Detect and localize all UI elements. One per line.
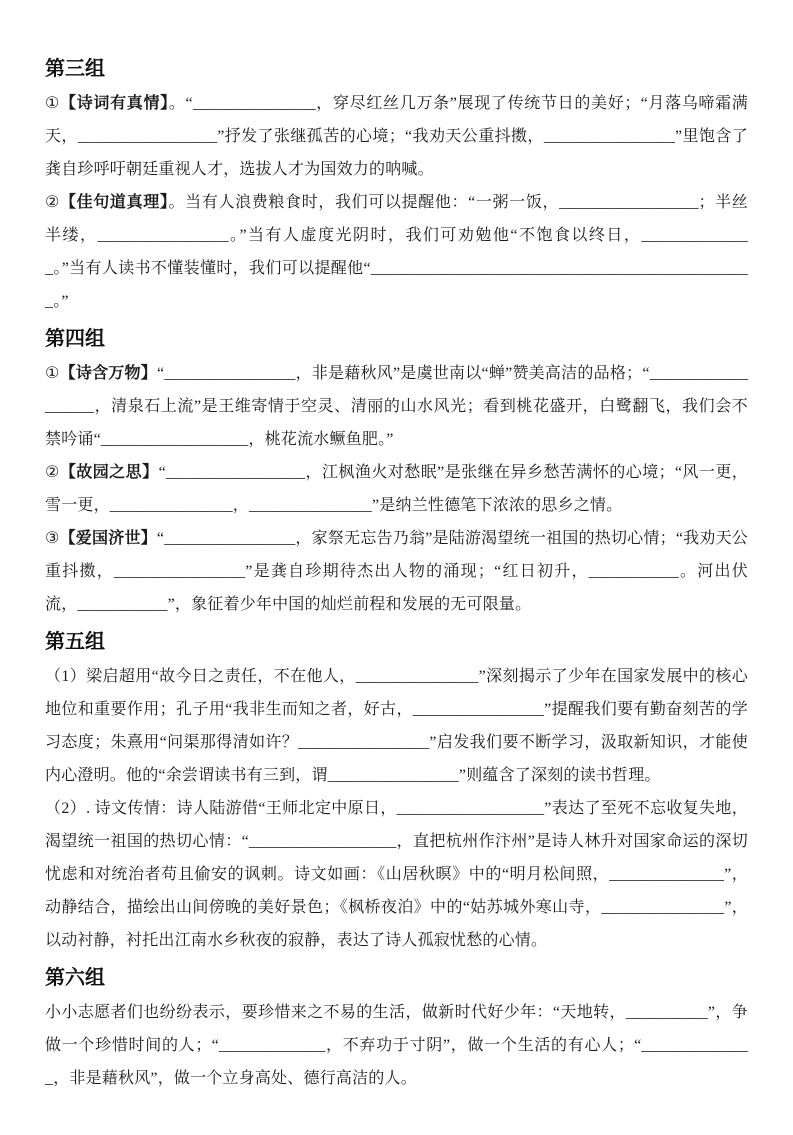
item-number: ① xyxy=(45,365,60,382)
group-6 xyxy=(45,965,748,1095)
group-4 xyxy=(45,326,748,621)
group-3 xyxy=(45,56,748,318)
group-heading: 第六组 xyxy=(45,967,105,989)
question-paragraph xyxy=(45,357,748,456)
item-number: ① xyxy=(45,95,61,112)
item-text: （2）. 诗文传情：诗人陆游借“王师北定中原日，__________________”表达了至死不忘收复失地，渴望统一祖国的热切心情：“__________________，直把杭州作汴州”是诗人林升对国家命运的深切忧虑和对统治者苟且偷安的讽刺。诗文如画：《山居秋暝》中的“明月松间照，______________”，动静结合，描绘出山间傍晚的美好景色；《枫桥夜泊》中的“姑苏城外寒山寺，_______________”，以动衬静，衬托出江南水乡秋夜的寂静，表达了诗人孤寂忧愁的心情。 xyxy=(45,800,748,949)
question-paragraph xyxy=(45,792,748,957)
group-heading: 第五组 xyxy=(45,631,105,653)
item-text: 。当有人浪费粮食时，我们可以提醒他：“一粥一饭，_________________；半丝半缕，________________。”当有人虚度光阴时，我们可劝勉他“不饱食以终日，______________。”当有人读书不懂装懂时，我们可以提醒他“_______________________________________________。” xyxy=(45,194,749,310)
question-paragraph xyxy=(45,996,748,1095)
item-number: ② xyxy=(45,464,60,481)
item-text: （1）梁启超用“故今日之责任，不在他人，_______________”深刻揭示了少年在国家发展中的核心地位和重要作用；孔子用“我非生而知之者，好古，________________”提醒我们要有勤奋刻苦的学习态度；朱熹用“问渠那得清如许？________________”启发我们要不断学习，汲取新知识，才能使内心澄明。他的“余尝谓读书有三到，谓________________”则蕴含了深刻的读书哲理。 xyxy=(45,668,748,784)
group-heading: 第三组 xyxy=(45,58,105,80)
item-label: 【佳句道真理】 xyxy=(60,194,169,211)
item-label: 【爱国济世】 xyxy=(59,530,157,547)
group-5 xyxy=(45,629,748,957)
item-label: 【诗含万物】 xyxy=(59,365,158,382)
item-text: 。“_______________，穿尽红丝几万条”展现了传统节日的美好；“月落乌啼霜满天，_________________”抒发了张继孤苦的心境；“我劝天公重抖擞，________________”里饱含了龚自珍呼吁朝廷重视人才，选拔人才为国效力的呐喊。 xyxy=(45,95,748,178)
question-paragraph xyxy=(45,522,748,621)
item-number: ③ xyxy=(45,530,60,547)
item-label: 【故园之思】 xyxy=(59,464,159,481)
item-text: “________________，家祭无忘告乃翁”是陆游渴望统一祖国的热切心情；“我劝天公重抖擞，________________”是龚自珍期待杰出人物的涌现；“红日初升，___________。河出伏流，___________”，象征着少年中国的灿烂前程和发展的无可限量。 xyxy=(45,530,748,613)
question-paragraph xyxy=(45,186,748,318)
item-text: “________________，非是藉秋风”是虞世南以“蝉”赞美高洁的品格；“__________________，清泉石上流”是王维寄情于空灵、清丽的山水风光；看到桃花盛开，白鹭翻飞，我们会不禁吟诵“__________________，桃花流水鳜鱼肥。” xyxy=(45,365,749,448)
question-paragraph xyxy=(45,456,748,522)
item-text: “_________________，江枫渔火对愁眠”是张继在异乡愁苦满怀的心境；“风一更，雪一更，_______________，_______________”是纳兰性德笔下浓浓的思乡之情。 xyxy=(45,464,749,514)
question-paragraph xyxy=(45,660,748,792)
question-paragraph xyxy=(45,87,748,186)
group-heading: 第四组 xyxy=(45,328,105,350)
item-label: 【诗词有真情】 xyxy=(60,95,169,112)
item-number: ② xyxy=(45,194,60,211)
item-text: 小小志愿者们也纷纷表示，要珍惜来之不易的生活，做新时代好少年：“天地转，__________”，争做一个珍惜时间的人；“_____________，不弃功于寸阴”，做一个生活的有心人；“______________，非是藉秋风”，做一个立身高处、德行高洁的人。 xyxy=(45,1004,748,1087)
